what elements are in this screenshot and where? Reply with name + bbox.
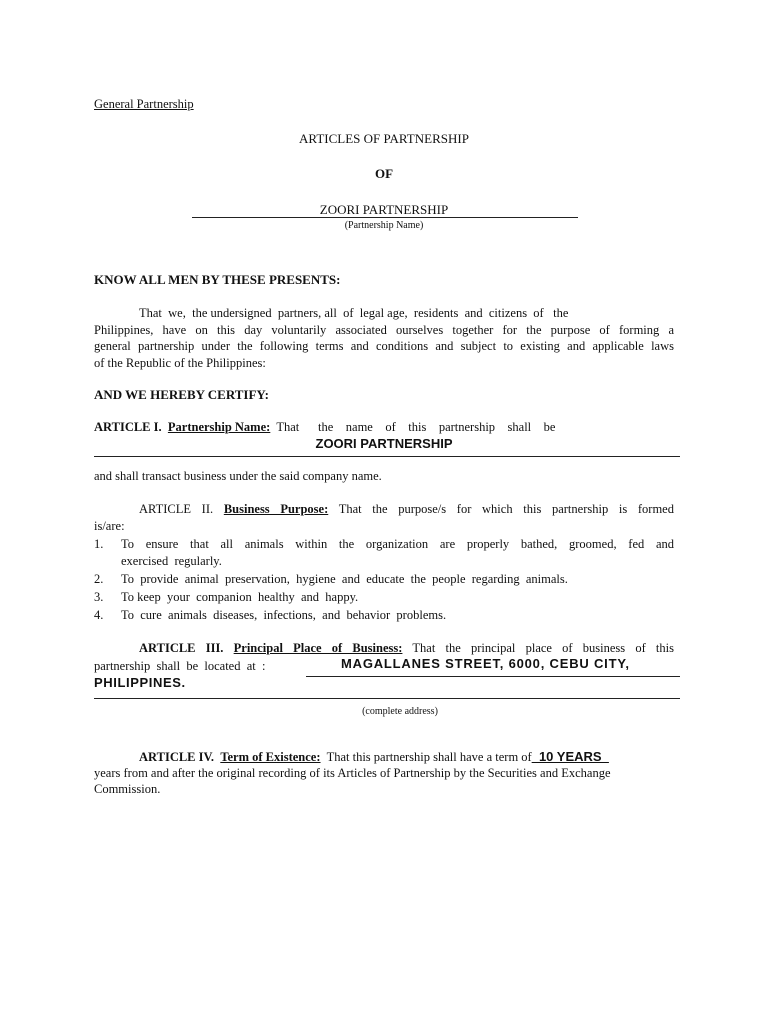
article1-underline (94, 456, 680, 457)
article1-after: and shall transact business under the said company name. (94, 469, 382, 483)
intro-line: of the Republic of the Philippines: (94, 355, 266, 370)
article3-address-underline2 (94, 698, 680, 699)
article3-row (94, 641, 674, 656)
article4-term: _10 YEARS_ (531, 749, 609, 764)
intro-heading: KNOW ALL MEN BY THESE PRESENTS: (94, 272, 341, 287)
article4-text-line2: years from and after the original recording of its Articles of Partnership by the Securities and Exchange (94, 766, 611, 780)
article2-label: ARTICLE II. (139, 502, 214, 516)
article2-text: That the purpose/s for which this partnership is formed (338, 502, 674, 516)
partnership-name: ZOORI PARTNERSHIP (319, 202, 449, 217)
partnership-name-caption: (Partnership Name) (344, 220, 424, 231)
article1-row (94, 420, 674, 435)
article3-address-underline1 (306, 676, 680, 677)
article1-text: That the name of this partnership shall be (276, 420, 556, 434)
document-title: ARTICLES OF PARTNERSHIP (299, 131, 469, 146)
intro-line: Philippines, have on this day voluntarily associated ourselves together for the purpose of forming a (94, 322, 674, 337)
article1-label: ARTICLE I. (94, 420, 162, 434)
intro-line: general partnership under the following terms and conditions and subject to existing and applicable laws (94, 339, 674, 353)
list-item: 2. To provide animal preservation, hygiene and educate the people regarding animals. (94, 572, 568, 586)
certify-heading: AND WE HEREBY CERTIFY: (94, 387, 269, 402)
document-category: General Partnership (94, 97, 194, 111)
list-item: 1. To ensure that all animals within the organization are properly bathed, groomed, fed and (94, 537, 674, 551)
document-of: OF (374, 166, 394, 181)
article3-text: That the principal place of business of this (412, 641, 674, 655)
article1-title: Partnership Name: (167, 420, 271, 434)
article3-title: Principal Place of Business: (233, 641, 403, 655)
article4-title: Term of Existence: (220, 750, 321, 764)
article2-text-line2: is/are: (94, 519, 125, 533)
intro-paragraph (94, 305, 674, 371)
article1-value: ZOORI PARTNERSHIP (315, 436, 453, 451)
list-item-continuation: exercised regularly. (121, 554, 222, 568)
article3-label: ARTICLE III. (139, 641, 224, 655)
article3-address-line1: MAGALLANES STREET, 6000, CEBU CITY, (341, 656, 630, 671)
list-item: 4. To cure animals diseases, infections, and behavior problems. (94, 608, 447, 622)
article3-text-line2: partnership shall be located at : (94, 659, 266, 673)
article2-row (94, 502, 674, 517)
article4-text-line3: Commission. (94, 782, 161, 796)
intro-line: That we, the undersigned partners, all of legal age, residents and citizens of the (139, 306, 569, 320)
article3-address-line2: PHILIPPINES. (94, 675, 186, 690)
article4-label: ARTICLE IV. (139, 750, 215, 764)
article2-title: Business Purpose: (223, 502, 329, 516)
article3-caption: (complete address) (362, 706, 438, 717)
article4-row (94, 749, 674, 765)
article2-list (94, 536, 674, 625)
article4-text: That this partnership shall have a term of (326, 750, 532, 764)
list-item: 3. To keep your companion healthy and happy. (94, 590, 359, 604)
